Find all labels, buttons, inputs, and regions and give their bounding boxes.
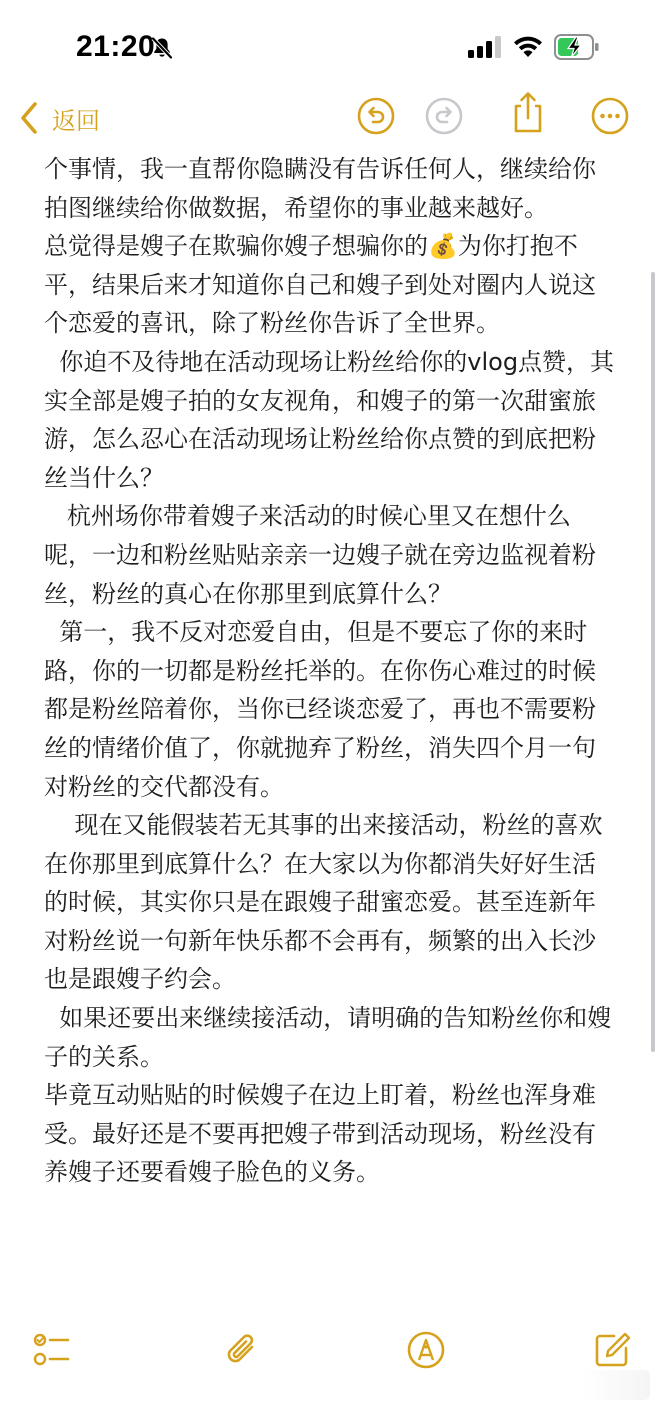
redo-icon[interactable] <box>424 96 464 136</box>
chevron-left-icon <box>18 101 40 135</box>
checklist-icon[interactable] <box>32 1330 72 1370</box>
wifi-icon <box>512 34 544 58</box>
cellular-signal-icon <box>468 36 502 58</box>
note-paragraph: 第一，我不反对恋爱自由，但是不要忘了你的来时路，你的一切都是粉丝托举的。在你伤心难过的时候都是粉丝陪着你，当你已经谈恋爱了，再也不需要粉丝的情绪价值了，你就抛弃了粉丝，消失四个月一句对粉丝的交代都没有。 <box>44 618 596 801</box>
more-icon[interactable] <box>590 96 630 136</box>
note-paragraph: 杭州场你带着嫂子来活动的时候心里又在想什么呢，一边和粉丝贴贴亲亲一边嫂子就在旁边监视着粉丝，粉丝的真心在你那里到底算什么？ <box>44 502 596 608</box>
nav-bar <box>0 92 660 144</box>
note-paragraph: 个事情，我一直帮你隐瞒没有告诉任何人，继续给你拍图继续给你做数据，希望你的事业越来越好。 <box>44 155 596 222</box>
note-paragraph: 你迫不及待地在活动现场让粉丝给你的vlog点赞，其实全部是嫂子拍的女友视角，和嫂子的第一次甜蜜旅游，怎么忍心在活动现场让粉丝给你点赞的到底把粉丝当什么？ <box>44 347 615 492</box>
back-button[interactable] <box>18 96 100 140</box>
home-indicator-fade <box>580 1370 650 1400</box>
note-paragraph: 现在又能假装若无其事的出来接活动，粉丝的喜欢在你那里到底算什么？在大家以为你都消失好好生活的时候，其实你只是在跟嫂子甜蜜恋爱。甚至连新年对粉丝说一句新年快乐都不会再有，频繁的出入长沙也是跟嫂子约会。 <box>44 811 603 994</box>
note-paragraph: 如果还要出来继续接活动，请明确的告知粉丝你和嫂子的关系。 <box>44 1004 612 1071</box>
bell-slash-icon <box>150 36 174 60</box>
status-bar <box>0 0 660 90</box>
share-icon[interactable] <box>508 90 548 134</box>
note-body[interactable] <box>44 150 616 1192</box>
status-time: 21:20 <box>76 30 156 63</box>
paperclip-icon[interactable] <box>222 1330 262 1370</box>
compose-icon[interactable] <box>592 1330 632 1370</box>
bottom-toolbar <box>0 1326 660 1376</box>
battery-charging-icon <box>554 34 600 60</box>
back-label: 返回 <box>52 106 100 135</box>
scroll-indicator[interactable] <box>651 272 655 1052</box>
note-paragraph: 毕竟互动贴贴的时候嫂子在边上盯着，粉丝也浑身难受。最好还是不要再把嫂子带到活动现场，粉丝没有养嫂子还要看嫂子脸色的义务。 <box>44 1081 596 1187</box>
markup-icon[interactable] <box>406 1330 446 1370</box>
note-paragraph: 总觉得是嫂子在欺骗你嫂子想骗你的💰为你打抱不平，结果后来才知道你自己和嫂子到处对圈内人说这个恋爱的喜讯，除了粉丝你告诉了全世界。 <box>44 232 596 338</box>
undo-icon[interactable] <box>356 96 396 136</box>
